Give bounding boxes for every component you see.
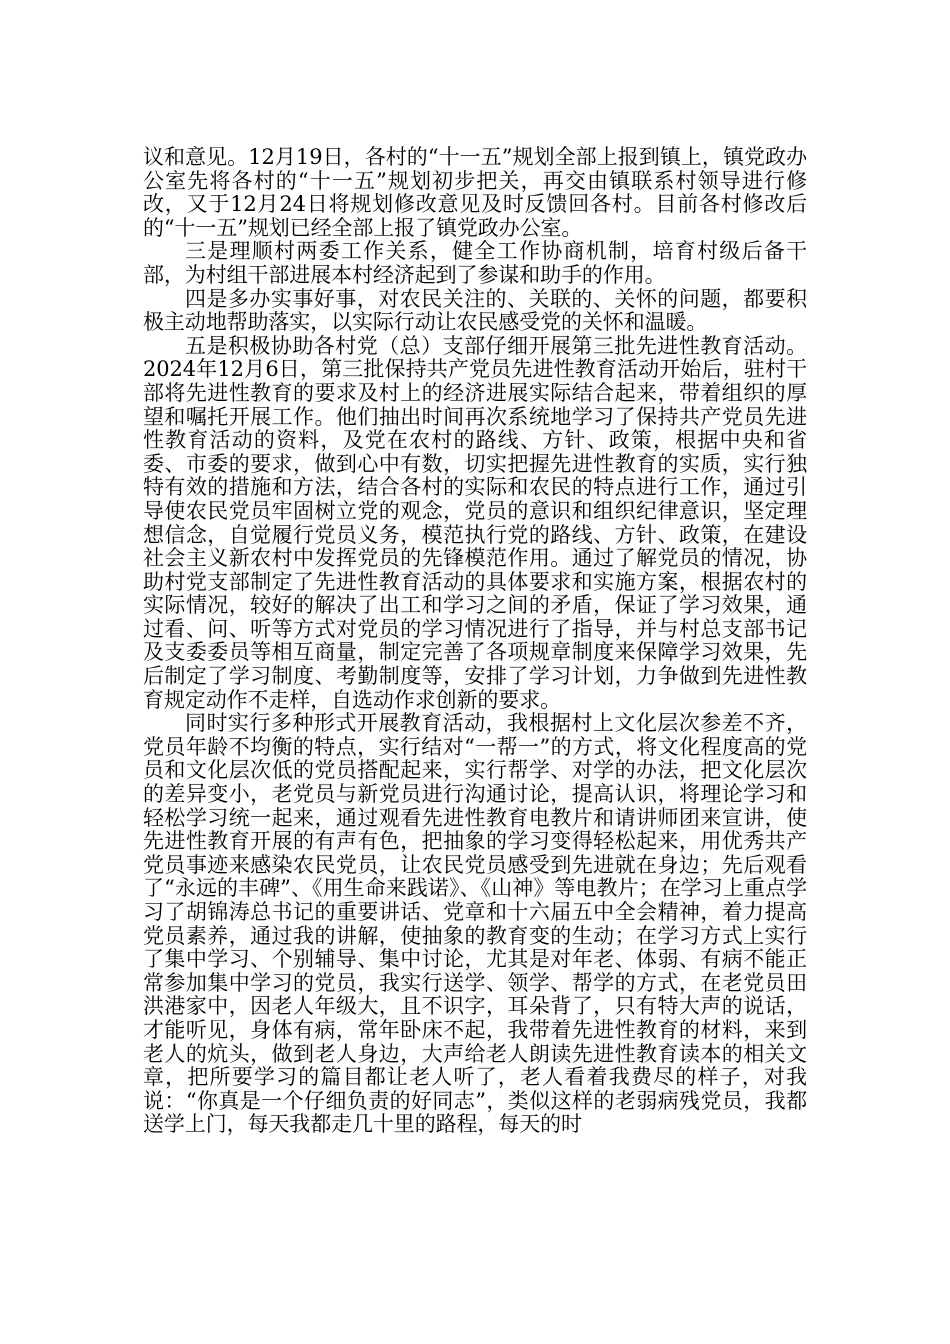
- paragraph-1: 议和意见。12月19日，各村的“十一五”规划全部上报到镇上，镇党政办公室先将各村的“十一五”规划初步把关，再交由镇联系村领导进行修改，又于12月24日将规划修改意见及时反馈回各村。目前各村修改后的“十一五”规划已经全部上报了镇党政办公室。: [143, 145, 807, 240]
- paragraph-3: 四是多办实事好事，对农民关注的、关联的、关怀的问题，都要积极主动地帮助落实，以实际行动让农民感受党的关怀和温暖。: [143, 286, 807, 335]
- document-body: [143, 146, 807, 1137]
- paragraph-5: 同时实行多种形式开展教育活动，我根据村上文化层次参差不齐，党员年龄不均衡的特点，实行结对“一帮一”的方式，将文化程度高的党员和文化层次低的党员搭配起来，实行帮学、对学的办法，把文化层次的差异变小，老党员与新党员进行沟通讨论，提高认识，将理论学习和轻松学习统一起来，通过观看先进性教育电教片和请讲师团来宣讲，使先进性教育开展的有声有色，把抽象的学习变得轻松起来，用优秀共产党员事迹来感染农民党员，让农民党员感受到先进就在身边；先后观看了“永远的丰碑”、《用生命来践诺》、《山神》等电教片；在学习上重点学习了胡锦涛总书记的重要讲话、党章和十六届五中全会精神，着力提高党员素养，通过我的讲解，使抽象的教育变的生动；在学习方式上实行了集中学习、个别辅导、集中讨论，尤其是对年老、体弱、有病不能正常参加集中学习的党员，我实行送学、领学、帮学的方式，在老党员田洪港家中，因老人年级大，且不识字，耳朵背了，只有特大声的说话，才能听见，身体有病，常年卧床不起，我带着先进性教育的材料，来到老人的炕头，做到老人身边，大声给老人朗读先进性教育读本的相关文章，把所要学习的篇目都让老人听了，老人看着我费尽的样子，对我说：“你真是一个仔细负责的好同志”，类似这样的老弱病残党员，我都送学上门，每天我都走几十里的路程，每天的时: [143, 711, 807, 1137]
- paragraph-4: 五是积极协助各村党（总）支部仔细开展第三批先进性教育活动。2024年12月6日，第三批保持共产党员先进性教育活动开始后，驻村干部将先进性教育的要求及村上的经济进展实际结合起来，带着组织的厚望和嘱托开展工作。他们抽出时间再次系统地学习了保持共产党员先进性教育活动的资料，及党在农村的路线、方针、政策，根据中央和省委、市委的要求，做到心中有数，切实把握先进性教育的实质，实行独特有效的措施和方法，结合各村的实际和农民的特点进行工作，通过引导使农民党员牢固树立党的观念，党员的意识和组织纪律意识，坚定理想信念，自觉履行党员义务，模范执行党的路线、方针、政策，在建设社会主义新农村中发挥党员的先锋模范作用。通过了解党员的情况，协助村党支部制定了先进性教育活动的具体要求和实施方案，根据农村的实际情况，较好的解决了出工和学习之间的矛盾，保证了学习效果，通过看、问、听等方式对党员的学习情况进行了指导，并与村总支部书记及支委委员等相互商量，制定完善了各项规章制度来保障学习效果，先后制定了学习制度、考勤制度等，安排了学习计划，力争做到先进性教育规定动作不走样，自选动作求创新的要求。: [143, 333, 807, 712]
- paragraph-2: 三是理顺村两委工作关系，健全工作协商机制，培育村级后备干部，为村组干部进展本村经济起到了参谋和助手的作用。: [143, 239, 807, 287]
